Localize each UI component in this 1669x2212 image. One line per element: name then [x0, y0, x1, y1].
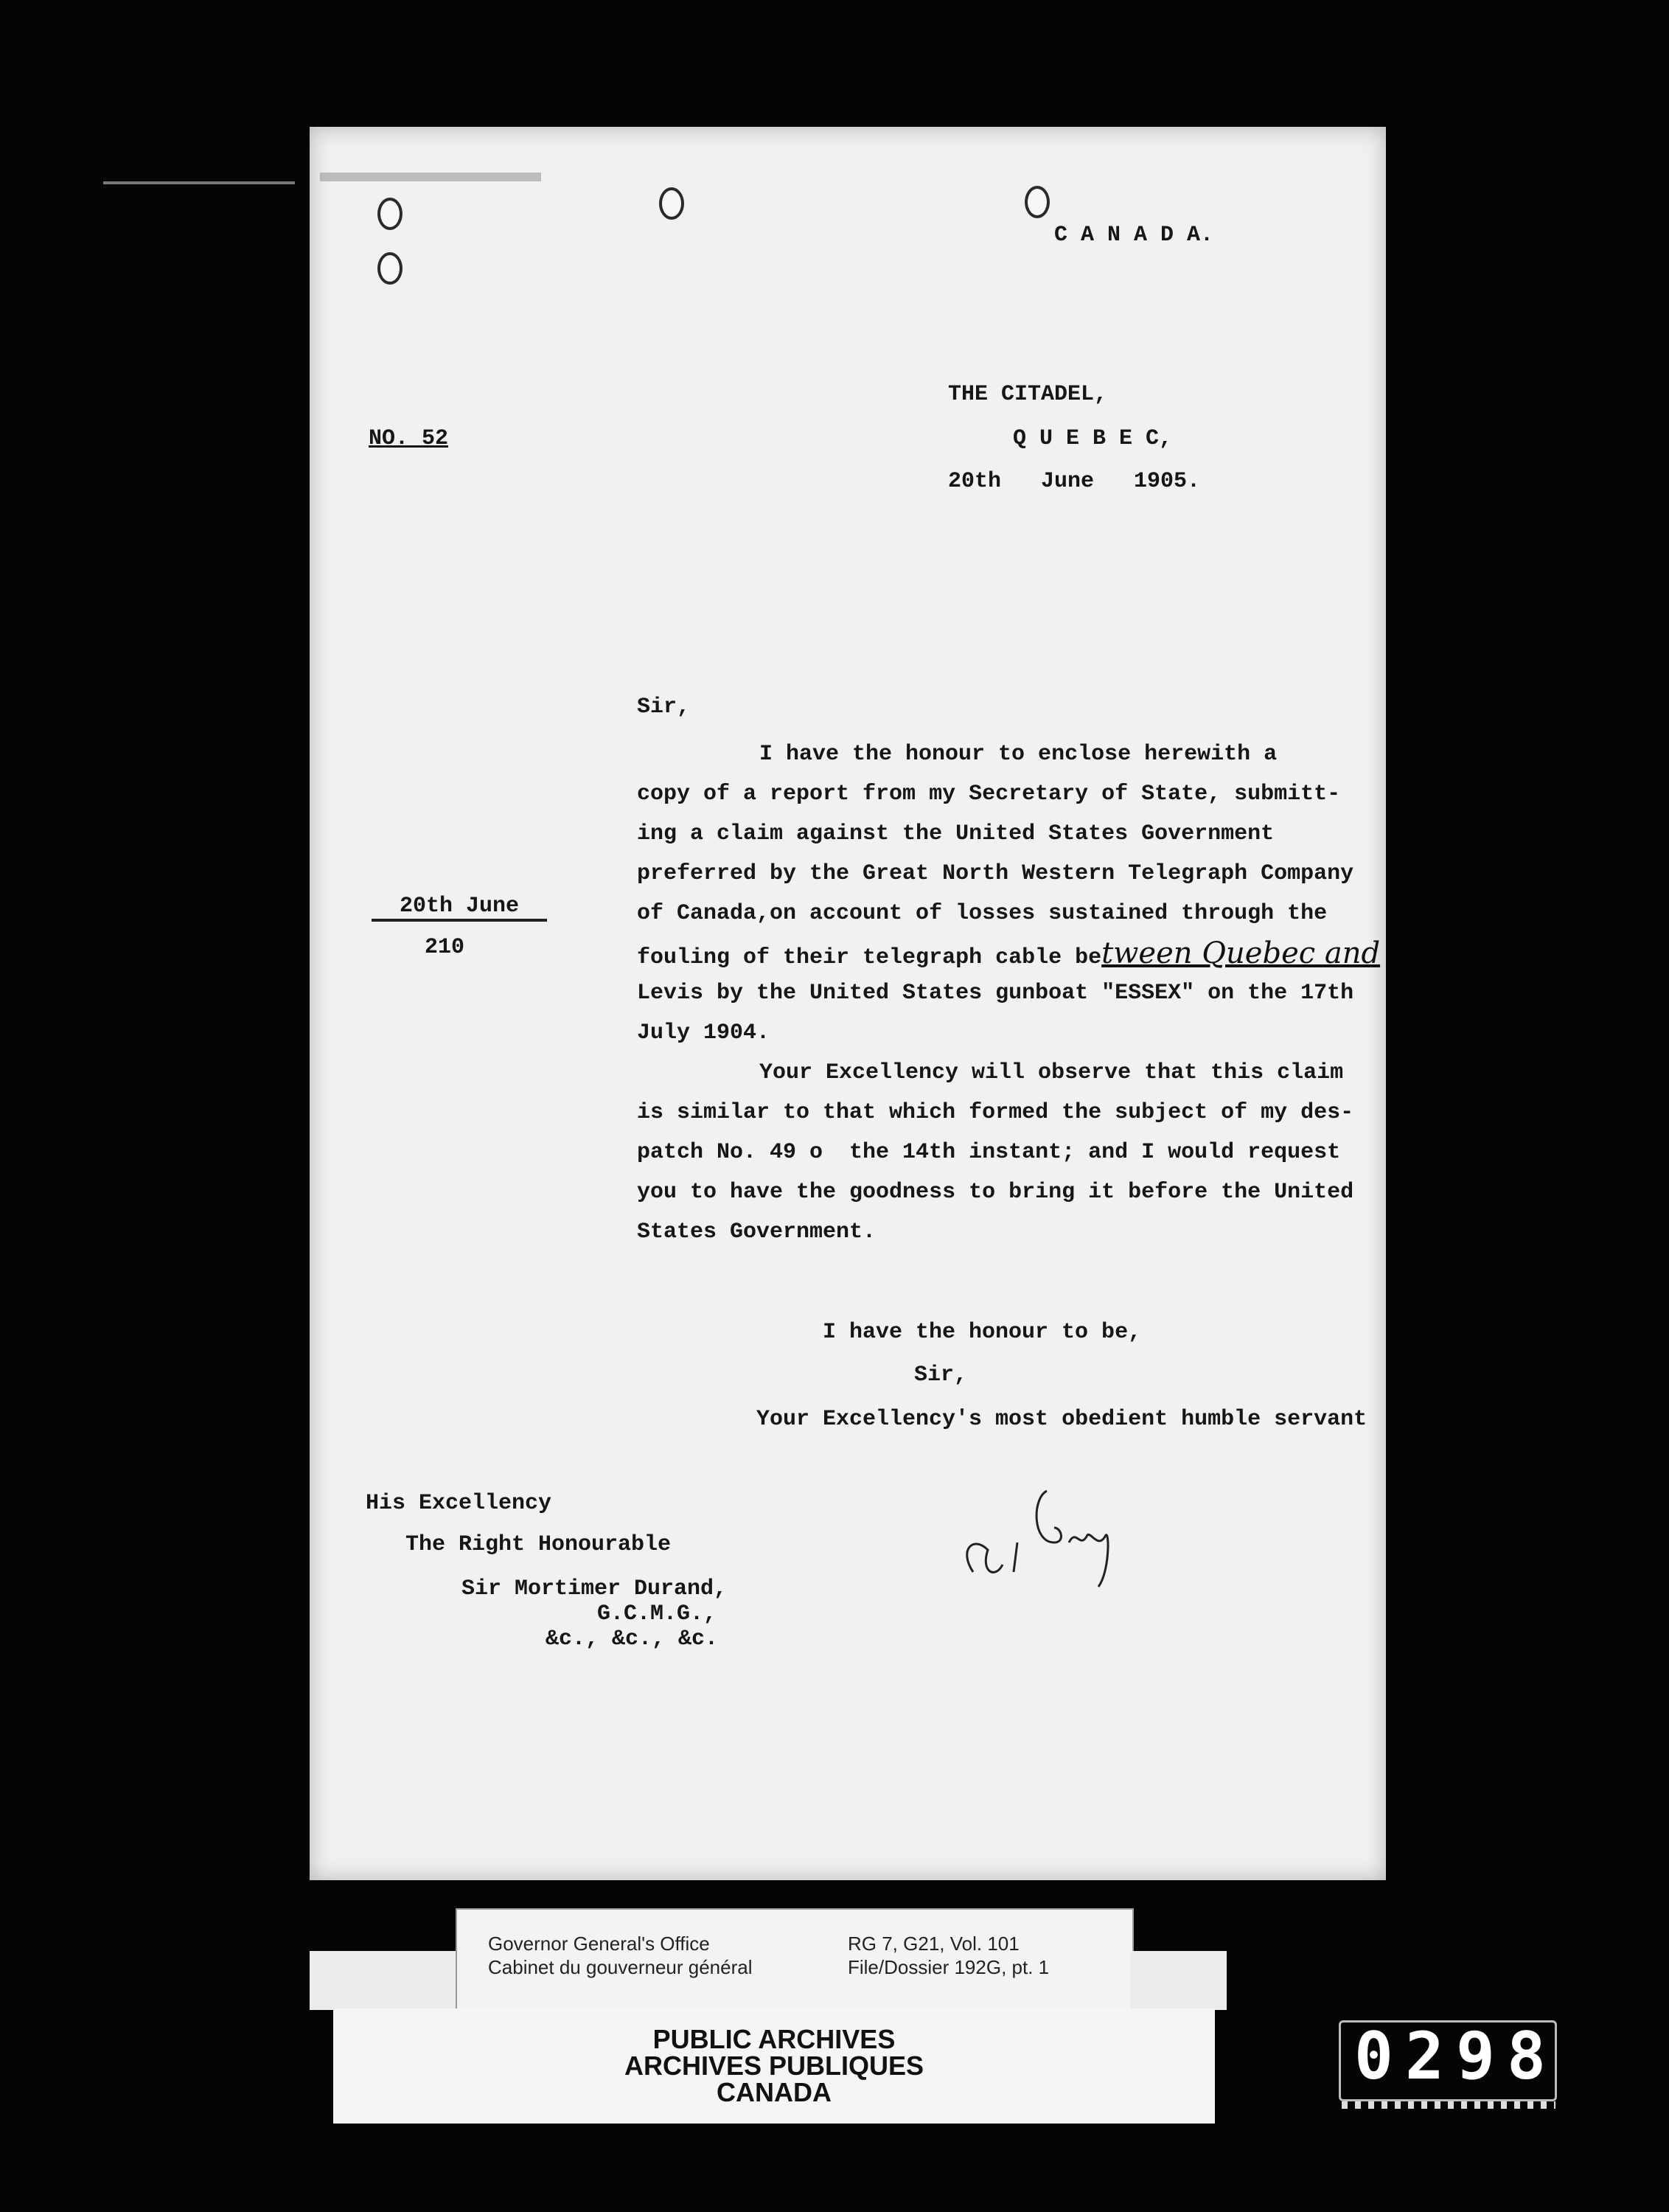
- margin-date: 20th June: [400, 894, 520, 919]
- body-line: copy of a report from my Secretary of State, submitt-: [637, 782, 1341, 807]
- address-line-1: THE CITADEL,: [948, 382, 1108, 407]
- letter-body: [637, 734, 1381, 1252]
- body-line-with-insert: [637, 933, 1381, 973]
- stamp-line-2: ARCHIVES PUBLIQUES: [624, 2051, 924, 2081]
- body-line: fouling of their telegraph cable be: [637, 945, 1102, 970]
- body-line: Your Excellency will observe that this claim: [759, 1060, 1344, 1085]
- margin-rule: [372, 919, 547, 922]
- archive-reference-label: [456, 1908, 1134, 2013]
- body-line: July 1904.: [637, 1020, 770, 1046]
- body-line: ing a claim against the United States Government: [637, 821, 1275, 846]
- punch-hole: [377, 198, 403, 230]
- frame-counter: [1339, 2020, 1557, 2101]
- margin-number: 210: [425, 935, 465, 960]
- office-english: Governor General's Office: [488, 1933, 710, 1955]
- handwritten-insert: tween Quebec and: [1101, 936, 1381, 970]
- stamp-line-1: PUBLIC ARCHIVES: [652, 2024, 896, 2054]
- binding-mark: [320, 173, 541, 181]
- body-line: is similar to that which formed the subject of my des-: [637, 1100, 1354, 1125]
- letter-date: 20th June 1905.: [948, 469, 1201, 494]
- body-line: patch No. 49 o the 14th instant; and I would request: [637, 1140, 1341, 1165]
- addressee-line-3: Sir Mortimer Durand,: [461, 1576, 728, 1601]
- body-line: I have the honour to enclose herewith a: [759, 742, 1278, 767]
- archives-stamp: [333, 2008, 1215, 2124]
- despatch-number: NO. 52: [369, 426, 449, 451]
- body-line: Levis by the United States gunboat "ESSEX" on the 17th: [637, 981, 1354, 1006]
- stamp-line-3: CANADA: [717, 2077, 832, 2107]
- scan-mark: [103, 181, 295, 184]
- punch-hole: [1025, 186, 1050, 218]
- addressee-line-2: The Right Honourable: [405, 1532, 672, 1557]
- addressee-line-5: &c., &c., &c.: [546, 1627, 719, 1652]
- body-line: preferred by the Great North Western Telegraph Company: [637, 861, 1354, 886]
- country-heading: C A N A D A.: [1054, 223, 1214, 248]
- file-number: File/Dossier 192G, pt. 1: [848, 1956, 1050, 1978]
- address-line-2: Q U E B E C,: [1013, 426, 1173, 451]
- salutation: Sir,: [637, 695, 691, 720]
- body-line: you to have the goodness to bring it before the United: [637, 1180, 1354, 1205]
- closing-line-1: I have the honour to be,: [823, 1320, 1142, 1345]
- record-group: RG 7, G21, Vol. 101: [848, 1933, 1020, 1955]
- addressee-line-1: His Excellency: [366, 1491, 552, 1516]
- addressee-line-4: G.C.M.G.,: [597, 1601, 717, 1627]
- punch-hole: [659, 187, 684, 220]
- film-perforations: [1342, 2101, 1555, 2109]
- letter-page: [310, 127, 1386, 1880]
- body-line: of Canada,on account of losses sustained through the: [637, 901, 1328, 926]
- closing-line-3: Your Excellency's most obedient humble servant: [756, 1407, 1367, 1432]
- frame-number: 0298: [1354, 2018, 1558, 2094]
- signature: [951, 1461, 1172, 1609]
- label-tab-right: [1131, 1951, 1227, 2010]
- punch-hole: [377, 252, 403, 285]
- label-tab-left: [310, 1951, 456, 2010]
- body-line: States Government.: [637, 1220, 877, 1245]
- closing-line-2: Sir,: [914, 1363, 968, 1388]
- office-french: Cabinet du gouverneur général: [488, 1956, 753, 1978]
